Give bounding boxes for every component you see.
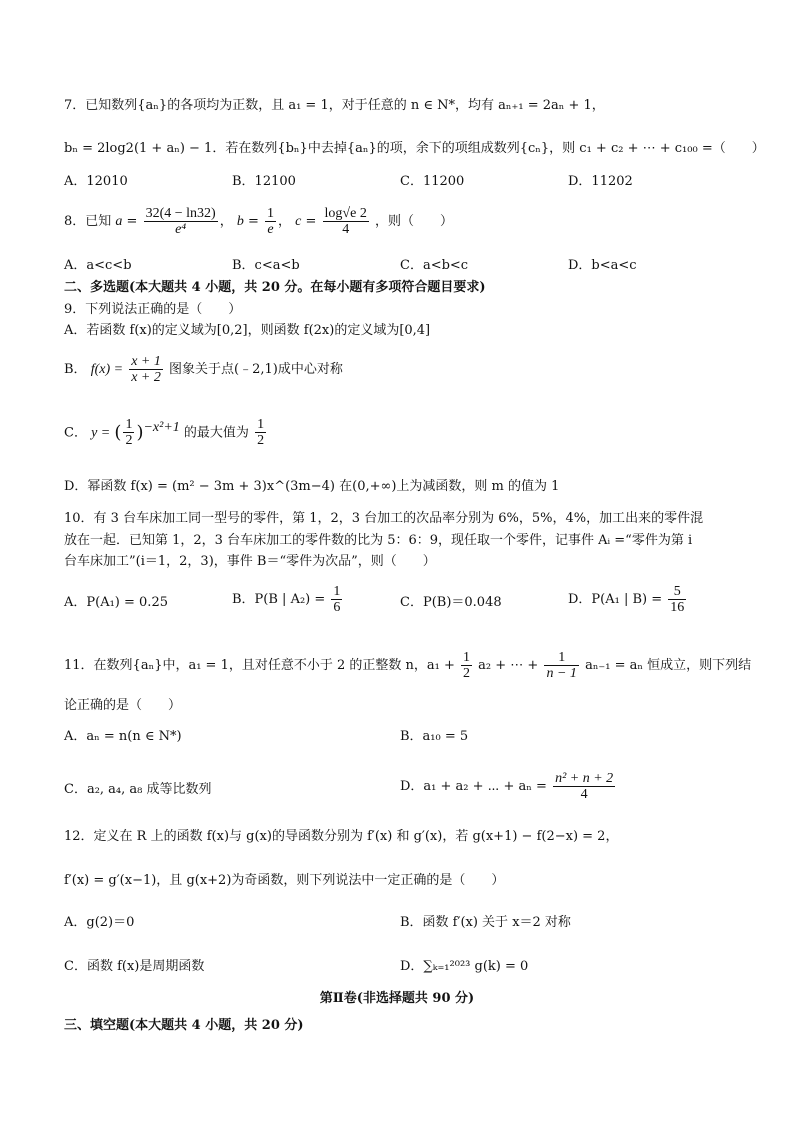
q7-option-b: B．12100 <box>232 174 296 189</box>
q11-option-b: B．a₁₀ = 5 <box>400 729 469 744</box>
q11-line1: 11．在数列{aₙ}中，a₁ = 1，且对任意不小于 2 的正整数 n，a₁ + $\frac{1}{2}$ a₂ + ⋯ + $\frac{1}{n - 1}$ aₙ₋₁ = aₙ 恒成立，则下列结 <box>64 650 752 681</box>
q12-line1: 12．定义在 R 上的函数 f(x)与 g(x)的导函数分别为 f′(x) 和 g′(x)，若 g(x+1) − f(2−x) = 2， <box>64 829 619 844</box>
q9-b-fraction: $\frac{x + 1}{x + 2}$ <box>131 354 161 385</box>
q8-option-b: B．c<a<b <box>232 258 300 273</box>
section3-heading: 三、填空题(本大题共 4 小题，共 20 分) <box>64 1018 304 1033</box>
q8-suffix: ，则（ ） <box>374 214 453 229</box>
q8-option-a: A．a<c<b <box>64 258 132 273</box>
q10-line2: 放在一起．已知第 1，2，3 台车床加工的零件数的比为 5：6：9，现任取一个零件，记事件 Aᵢ =“零件为第 i <box>64 533 693 548</box>
q7-line2: bₙ = 2log2(1 + aₙ) − 1．若在数列{bₙ}中去掉{aₙ}的项，余下的项组成数列{cₙ}，则 c₁ + c₂ + ⋯ + c₁₀₀ =（ ） <box>64 141 765 156</box>
q8-c-fraction: $\frac{\log√e 2}{4}$ <box>324 206 367 237</box>
q9-option-c: C． y = ( $\frac{1}{2}$ )$^{-x^2+1}$ 的最大值为 $\frac{1}{2}$ <box>64 417 265 449</box>
q7-option-d: D．11202 <box>568 174 633 189</box>
q9-stem: 9．下列说法正确的是（ ） <box>64 302 242 317</box>
q12-option-c: C．函数 f(x)是周期函数 <box>64 959 205 974</box>
q11-line2: 论正确的是（ ） <box>64 698 182 713</box>
q10-option-a: A．P(A₁) = 0.25 <box>64 595 168 610</box>
q11-option-a: A．aₙ = n(n ∈ N*) <box>64 729 182 744</box>
q9-c-base-fraction: $\frac{1}{2}$ <box>125 417 133 449</box>
q9-option-a: A．若函数 f(x)的定义域为[0,2]，则函数 f(2x)的定义域为[0,4] <box>64 323 431 338</box>
part2-title: 第Ⅱ卷(非选择题共 90 分) <box>319 991 475 1006</box>
q8-prefix: 8．已知 <box>64 214 112 229</box>
q12-option-d: D．∑ₖ₌₁²⁰²³ g(k) = 0 <box>400 959 529 974</box>
section2-heading: 二、多选题(本大题共 4 小题，共 20 分。在每小题有多项符合题目要求) <box>64 280 486 295</box>
q12-option-a: A．g(2)＝0 <box>64 915 135 930</box>
q11-option-d: D．a₁ + a₂ + ⋯ + aₙ = $\frac{\text{n² + n + 2}}{4}$ <box>400 771 614 802</box>
q9-option-d: D．幂函数 f(x) = (m² − 3m + 3)x^(3m−4) 在(0,+∞)上为减函数，则 m 的值为 1 <box>64 479 560 494</box>
q9-option-b: B． f(x) = $\frac{x + 1}{x + 2}$ 图象关于点(﹣2,1)成中心对称 <box>64 354 343 385</box>
q8-option-d: D．b<a<c <box>568 258 637 273</box>
q10-line3: 台车床加工”(i＝1，2，3)，事件 B＝“零件为次品”，则（ ） <box>64 554 436 569</box>
q12-option-b: B．函数 f′(x) 关于 x＝2 对称 <box>400 915 571 930</box>
q9-c-value-fraction: $\frac{1}{2}$ <box>257 417 265 449</box>
q10-option-b: B．P(B | A₂) = $\frac{1}{6}$ <box>232 584 341 615</box>
q8-stem: 8．已知 a = $\frac{32(4 - \ln 32)}{\text{e⁴}}$ ， b = $\frac{1}{e}$ ， c = $\frac{\log√e 2}{4}$ ，则（ ） <box>64 206 453 237</box>
q8-b-fraction: $\frac{1}{e}$ <box>267 206 275 237</box>
q8-option-c: C．a<b<c <box>400 258 469 273</box>
q12-line2: f′(x) = g′(x−1)，且 g(x+2)为奇函数，则下列说法中一定正确的是（ ） <box>64 873 505 888</box>
q10-option-c: C．P(B)＝0.048 <box>400 595 502 610</box>
q7-option-c: C．11200 <box>400 174 465 189</box>
q7-line1: 7．已知数列{aₙ}的各项均为正数，且 a₁ = 1，对于任意的 n ∈ N*，均有 aₙ₊₁ = 2aₙ + 1， <box>64 98 605 113</box>
q10-option-d: D．P(A₁ | B) = $\frac{5}{16}$ <box>568 584 685 615</box>
q8-a-fraction: $\frac{32(4 - \ln 32)}{\text{e⁴}}$ <box>145 206 216 237</box>
q7-option-a: A．12010 <box>64 174 128 189</box>
q10-line1: 10．有 3 台车床加工同一型号的零件，第 1，2，3 台加工的次品率分别为 6%，5%，4%，加工出来的零件混 <box>64 511 704 526</box>
q11-option-c: C．a₂, a₄, a₈ 成等比数列 <box>64 782 212 797</box>
